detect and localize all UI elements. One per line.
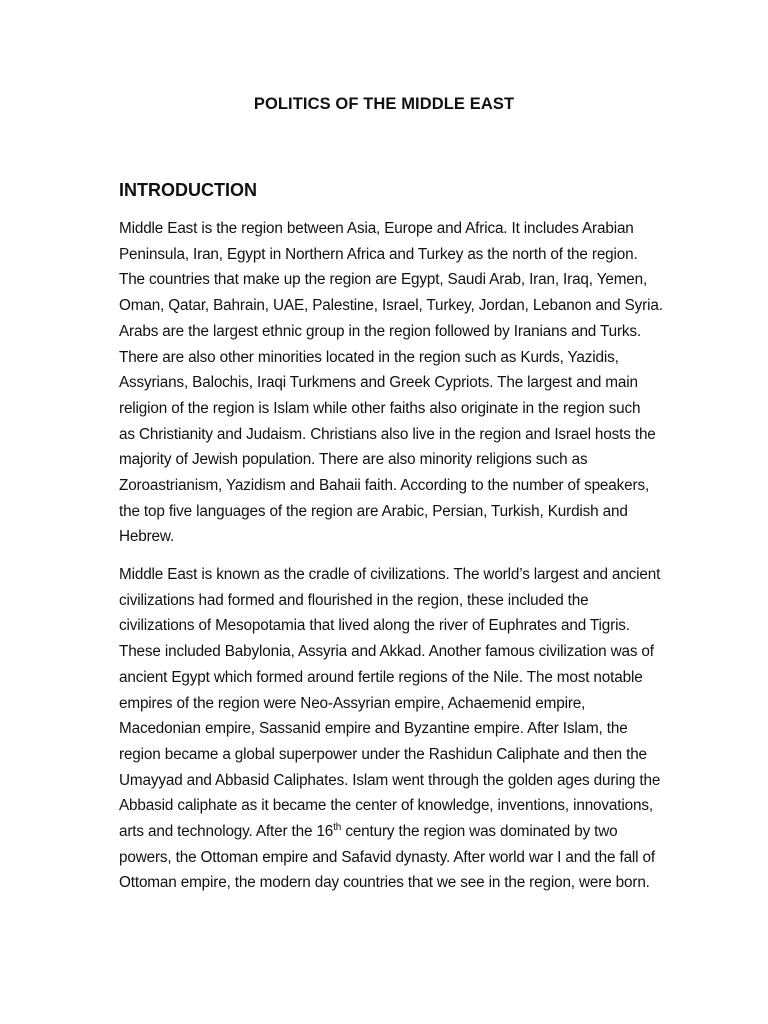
section-heading-introduction: INTRODUCTION <box>119 180 257 200</box>
paragraph-line: Abbasid caliphate as it became the center of knowledge, inventions, innovations, <box>119 797 653 815</box>
paragraph-line: religion of the region is Islam while other faiths also originate in the region such <box>119 399 641 417</box>
paragraph-line: Zoroastrianism, Yazidism and Bahaii faith. According to the number of speakers, <box>119 477 650 495</box>
paragraph-line: The countries that make up the region are Egypt, Saudi Arab, Iran, Iraq, Yemen, <box>119 271 648 289</box>
ordinal-superscript: th <box>333 821 342 833</box>
paragraph-line: Middle East is the region between Asia, Europe and Africa. It includes Arabian <box>119 220 634 237</box>
paragraph-line: Middle East is known as the cradle of civilizations. The world’s largest and ancient <box>119 566 661 583</box>
paragraph-line: Umayyad and Abbasid Caliphates. Islam went through the golden ages during the <box>119 771 661 789</box>
paragraph-line: civilizations had formed and flourished in the region, these included the <box>119 591 589 609</box>
paragraph-line: empires of the region were Neo-Assyrian empire, Achaemenid empire, <box>119 694 586 712</box>
paragraph-line: These included Babylonia, Assyria and Akkad. Another famous civilization was of <box>119 643 654 661</box>
paragraph-line: Arabs are the largest ethnic group in the region followed by Iranians and Turks. <box>119 322 642 340</box>
paragraph-line: powers, the Ottoman empire and Safavid dynasty. After world war I and the fall of <box>119 848 655 866</box>
paragraph-line: civilizations of Mesopotamia that lived along the river of Euphrates and Tigris. <box>119 617 630 635</box>
paragraph-line: ancient Egypt which formed around fertile regions of the Nile. The most notable <box>119 668 643 686</box>
paragraph-line: Hebrew. <box>119 528 175 546</box>
paragraph-line: Assyrians, Balochis, Iraqi Turkmens and Greek Cypriots. The largest and main <box>119 374 638 392</box>
paragraph-line: the top five languages of the region are Arabic, Persian, Turkish, Kurdish and <box>119 502 628 520</box>
paragraph-line: Oman, Qatar, Bahrain, UAE, Palestine, Israel, Turkey, Jordan, Lebanon and Syria. <box>119 297 663 315</box>
paragraph-line-with-superscript <box>119 819 679 845</box>
paragraph-line: region became a global superpower under the Rashidun Caliphate and then the <box>119 745 647 763</box>
paragraph-line: Peninsula, Iran, Egypt in Northern Africa and Turkey as the north of the region. <box>119 245 638 263</box>
paragraph-1 <box>119 216 679 550</box>
document-title: POLITICS OF THE MIDDLE EAST <box>253 95 515 113</box>
paragraph-line: as Christianity and Judaism. Christians also live in the region and Israel hosts the <box>119 425 656 443</box>
paragraph-2 <box>119 562 679 896</box>
paragraph-line: Macedonian empire, Sassanid empire and Byzantine empire. After Islam, the <box>119 720 628 738</box>
line-text-before: arts and technology. After the 16 <box>119 823 334 841</box>
paragraph-line: There are also other minorities located in the region such as Kurds, Yazidis, <box>119 348 619 366</box>
paragraph-line: majority of Jewish population. There are also minority religions such as <box>119 451 588 469</box>
paragraph-line: Ottoman empire, the modern day countries that we see in the region, were born. <box>119 874 650 892</box>
line-text-after: century the region was dominated by two <box>341 823 618 841</box>
